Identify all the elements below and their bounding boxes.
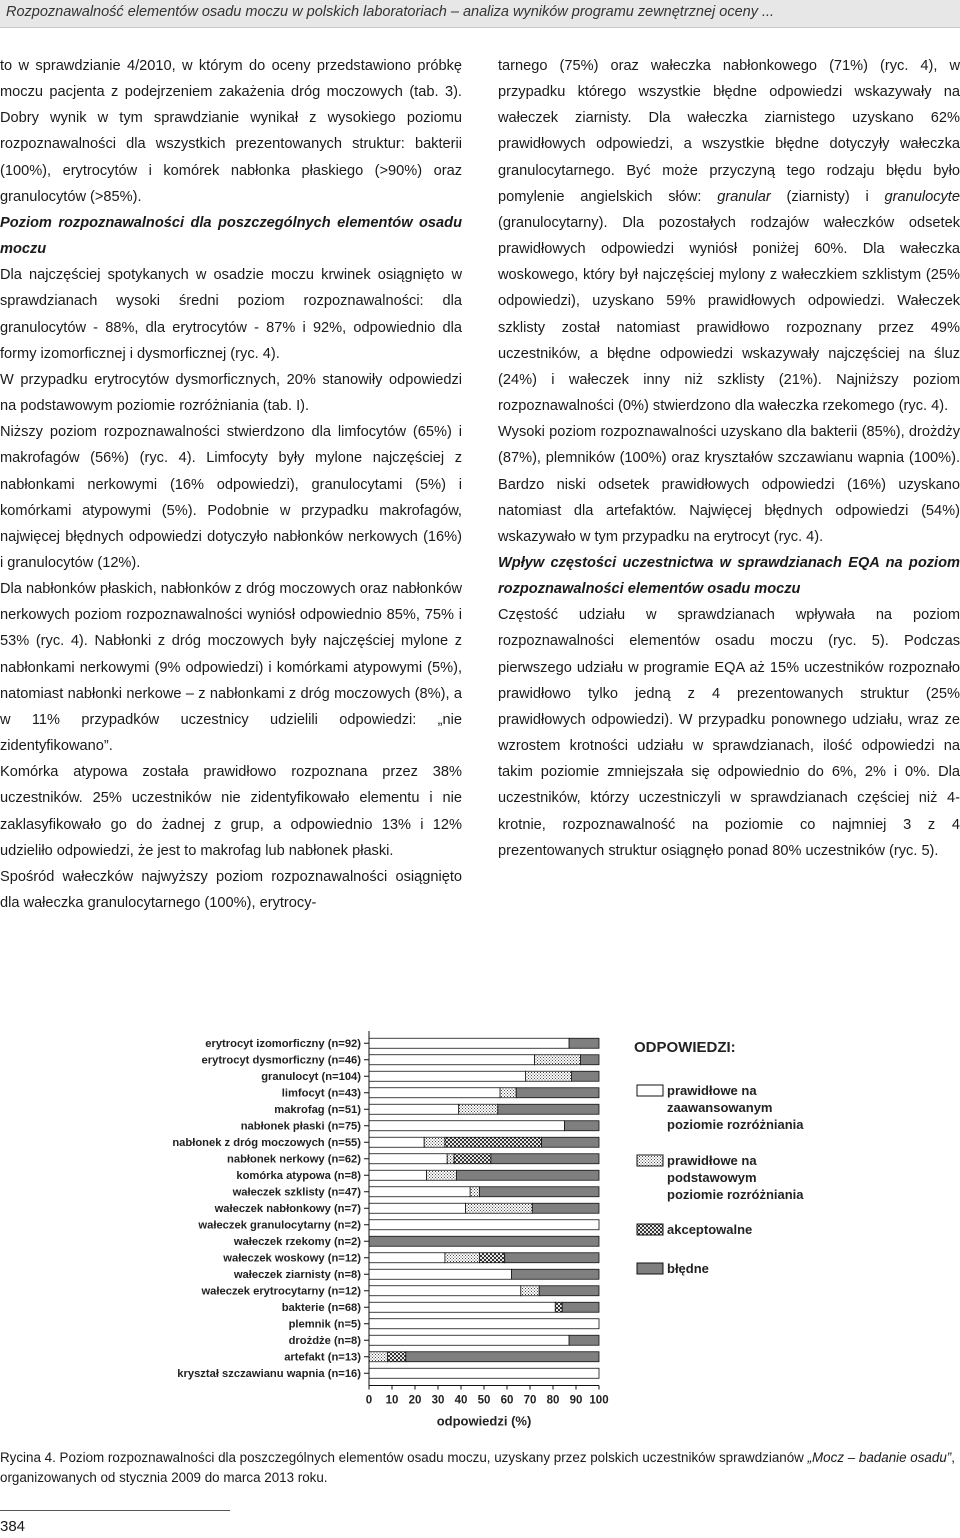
paragraph: Wysoki poziom rozpoznawalności uzyskano dla bakterii (85%), drożdży (87%), plemników (100%) oraz kryształów szczawianu wapnia (100%). Bardzo niski odsetek prawidłowych odpowiedzi (16%) uzyskano natomiast dla artefaktów. Najwięcej błędnych odpowiedzi (54%) wskazywało w tym przypadku na erytrocyt (ryc. 4). (498, 424, 960, 545)
italic-term: granular (717, 188, 771, 205)
left-column (0, 53, 462, 916)
x-tick-label: 20 (408, 1394, 422, 1407)
paragraph: Spośród wałeczków najwyższy poziom rozpoznawalności osiągnięto dla wałeczka granulocytarnego (100%), erytrocy- (0, 868, 462, 911)
bar-segment (369, 1253, 445, 1263)
paragraph: Niższy poziom rozpoznawalności stwierdzono dla limfocytów (65%) i makrofagów (56%) (ryc. 4). Limfocyty były mylone najczęściej z nabłonkami nerkowymi (16% odpowiedzi), granulocytami (5%) i komórkami atypowymi (5%). Podobnie w przypadku makrofagów, najwięcej błędnych odpowiedzi dotyczyło nabłonków nerkowych (16%) i granulocytów (12%). (0, 424, 462, 571)
category-label: wałeczek woskowy (n=12) (223, 1252, 361, 1265)
bar-segment (535, 1055, 581, 1065)
bar-segment (369, 1104, 459, 1114)
bar-segment (512, 1269, 599, 1279)
bar-segment (456, 1170, 599, 1180)
footer-rule (0, 1510, 230, 1511)
bar-segment (470, 1187, 479, 1197)
figure-4-chart (0, 1015, 960, 1435)
bar-segment (555, 1302, 562, 1312)
bar-segment (369, 1121, 565, 1131)
category-label: makrofag (n=51) (274, 1104, 361, 1117)
bar-segment (369, 1154, 447, 1164)
x-tick-label: 40 (454, 1394, 468, 1407)
figure-caption (0, 1448, 960, 1487)
bar-segment (491, 1154, 599, 1164)
legend-label: błędne (667, 1261, 709, 1276)
bar-segment (387, 1352, 405, 1362)
category-label: wałeczek granulocytarny (n=2) (198, 1219, 361, 1232)
legend-label: poziomie rozróżniania (667, 1117, 804, 1132)
bar-segment (565, 1121, 600, 1131)
paragraph: Częstość udziału w sprawdzianach wpływała na poziom rozpoznawalności elementów osadu moczu (ryc. 5). Podczas pierwszego udziału w programie EQA aż 15% uczestników rozpoznało prawidłowo tylko jedną z 4 prezentowanych struktur (25% prawidłowych odpowiedzi). W przypadku ponownego udziału, wraz ze wzrostem krotności udziału w sprawdzianach, ilość odpowiedzi na takim poziomie zmniejszała się odpowiednio do 6%, 2% i 0%. Dla uczestników, którzy uczestniczyli w sprawdzianach częściej niż 4-krotnie, rozpoznawalność na poziomie co najmniej 3 z 4 prezentowanych struktur osiągnęło ponad 80% uczestników (ryc. 5). (498, 607, 960, 859)
bar-segment (498, 1104, 599, 1114)
caption-text: Poziom rozpoznawalności dla poszczególnych elementów osadu moczu, uzyskany przez polskich uczestników sprawdzianów (55, 1450, 808, 1465)
paragraph (498, 53, 960, 419)
x-tick-label: 100 (589, 1394, 609, 1407)
bar-segment (445, 1253, 480, 1263)
bar-segment (525, 1071, 571, 1081)
page-number: 384 (0, 1518, 26, 1535)
legend-title: ODPOWIEDZI: (634, 1039, 736, 1056)
bar-segment (479, 1187, 599, 1197)
paragraph: Komórka atypowa została prawidłowo rozpoznana przez 38% uczestników. 25% uczestników nie zidentyfikowało elementu i nie zaklasyfikowało go do żadnej z grup, a odpowiednio 13% i 12% udzieliło odpowiedzi, że jest to makrofag lub nabłonek płaski. (0, 764, 462, 859)
bar-segment (369, 1038, 569, 1048)
bar-segment (369, 1236, 599, 1246)
italic-term: granulocyte (884, 188, 960, 205)
bar-segment (369, 1055, 535, 1065)
legend-swatch (637, 1085, 663, 1096)
bar-segment (369, 1137, 424, 1147)
bar-segment (445, 1137, 542, 1147)
category-label: nabłonek nerkowy (n=62) (227, 1153, 361, 1166)
paragraph: Dla najczęściej spotykanych w osadzie moczu krwinek osiągnięto w sprawdzianach wysoki średni poziom rozpoznawalności: dla granulocytów - 88%, dla erytrocytów - 87% i 92%, odpowiednio dla formy izomorficznej i dysmorficznej (ryc. 4). (0, 267, 462, 362)
legend-swatch (637, 1263, 663, 1274)
x-tick-label: 80 (546, 1394, 560, 1407)
category-label: wałeczek szklisty (n=47) (232, 1186, 361, 1199)
x-tick-label: 50 (477, 1394, 491, 1407)
bar-segment (369, 1220, 599, 1230)
x-tick-label: 30 (431, 1394, 445, 1407)
bar-segment (369, 1203, 466, 1213)
legend-label: prawidłowe na (667, 1083, 757, 1098)
bar-segment (369, 1269, 512, 1279)
legend-label: podstawowym (667, 1170, 757, 1185)
category-label: komórka atypowa (n=8) (236, 1170, 361, 1183)
bar-segment (369, 1352, 387, 1362)
bar-segment (369, 1319, 599, 1329)
bar-segment (369, 1286, 521, 1296)
text-run: (ziarnisty) i (770, 188, 885, 205)
bar-segment (369, 1170, 427, 1180)
category-label: nabłonek płaski (n=75) (240, 1120, 361, 1133)
x-axis-title: odpowiedzi (%) (436, 1413, 532, 1429)
bar-segment (505, 1253, 599, 1263)
category-label: kryształ szczawianu wapnia (n=16) (177, 1368, 361, 1381)
running-header (0, 0, 960, 28)
paragraph: W przypadku erytrocytów dysmorficznych, 20% stanowiły odpowiedzi na podstawowym poziomie rozróżniania (tab. I). (0, 371, 462, 415)
x-tick-label: 90 (569, 1394, 583, 1407)
bar-segment (466, 1203, 533, 1213)
category-label: plemnik (n=5) (288, 1318, 361, 1331)
category-label: wałeczek ziarnisty (n=8) (233, 1269, 361, 1282)
legend-swatch (637, 1224, 663, 1235)
chart-svg (0, 1015, 960, 1435)
category-label: wałeczek nabłonkowy (n=7) (214, 1203, 361, 1216)
category-label: artefakt (n=13) (284, 1351, 361, 1364)
legend-label: zaawansowanym (667, 1100, 773, 1115)
legend-swatch (637, 1155, 663, 1166)
x-tick-label: 60 (500, 1394, 514, 1407)
bar-segment (569, 1038, 599, 1048)
bar-segment (447, 1154, 454, 1164)
category-label: granulocyt (n=104) (261, 1071, 361, 1084)
text-run: tarnego (75%) oraz wałeczka nabłonkowego (71%) (ryc. 4), w przypadku którego wszystkie błędne odpowiedzi wskazywały na wałeczek ziarnisty. Dla wałeczka ziarnistego uzyskano 62% prawidłowych odpowiedzi, a wszystkie błędne dotyczyły wałeczka granulocytarnego. Być może przyczyną tego rodzaju błędu było pomylenie angielskich słów: (498, 58, 960, 205)
paragraph: Dla nabłonków płaskich, nabłonków z dróg moczowych oraz nabłonków nerkowych poziom rozpoznawalności wyniósł odpowiednio 85%, 75% i 53% (ryc. 4). Nabłonki z dróg moczowych były najczęściej mylone z nabłonkami nerkowymi (9% odpowiedzi) i komórkami atypowymi (5%), natomiast nabłonki nerkowe – z nabłonkami z dróg moczowych (8%), a w 11% przypadków uczestnicy udzielili odpowiedzi: „nie zidentyfikowano”. (0, 581, 462, 755)
bar-segment (581, 1055, 599, 1065)
category-label: drożdże (n=8) (288, 1335, 361, 1348)
bar-segment (479, 1253, 504, 1263)
x-tick-label: 70 (523, 1394, 537, 1407)
bar-segment (369, 1187, 470, 1197)
bar-segment (459, 1104, 498, 1114)
bar-segment (369, 1335, 569, 1345)
legend-label: prawidłowe na (667, 1153, 757, 1168)
bar-segment (516, 1088, 599, 1098)
section-subheading: Poziom rozpoznawalności dla poszczególnych elementów osadu moczu (0, 214, 462, 258)
category-label: wałeczek rzekomy (n=2) (233, 1236, 361, 1249)
category-label: erytrocyt izomorficzny (n=92) (205, 1038, 361, 1051)
bar-segment (571, 1071, 599, 1081)
bar-segment (521, 1286, 539, 1296)
right-column (498, 53, 960, 864)
category-label: nabłonek z dróg moczowych (n=55) (172, 1137, 361, 1150)
category-label: wałeczek erytrocytarny (n=12) (201, 1285, 361, 1298)
bar-segment (369, 1088, 500, 1098)
legend-label: akceptowalne (667, 1222, 753, 1237)
category-label: limfocyt (n=43) (281, 1087, 361, 1100)
bar-segment (424, 1137, 445, 1147)
caption-text-end: , organizowanych od stycznia 2009 do marca 2013 roku. (0, 1450, 955, 1485)
bar-segment (369, 1071, 525, 1081)
running-title: Rozpoznawalność elementów osadu moczu w polskich laboratoriach – analiza wyników programu zewnętrznej oceny ... (6, 4, 775, 20)
section-subheading: Wpływ częstości uczestnictwa w sprawdzianach EQA na poziom rozpoznawalności elementów osadu moczu (498, 554, 960, 598)
bar-segment (369, 1302, 555, 1312)
bar-segment (500, 1088, 516, 1098)
x-tick-label: 0 (365, 1394, 373, 1407)
bar-segment (539, 1286, 599, 1296)
bar-segment (427, 1170, 457, 1180)
category-label: erytrocyt dysmorficzny (n=46) (201, 1054, 361, 1067)
bar-segment (562, 1302, 599, 1312)
bar-segment (542, 1137, 600, 1147)
bar-segment (532, 1203, 599, 1213)
bar-segment (369, 1368, 599, 1378)
caption-label: Rycina 4. (0, 1450, 56, 1465)
caption-italic: „Mocz – badanie osadu” (807, 1450, 952, 1465)
bar-segment (569, 1335, 599, 1345)
paragraph: to w sprawdzianie 4/2010, w którym do oceny przedstawiono próbkę moczu pacjenta z podejrzeniem zakażenia dróg moczowych (tab. 3). Dobry wynik w tym sprawdzianie wynikał z wysokiego poziomu rozpoznawalności dla wszystkich prezentowanych struktur: bakterii (100%), erytrocytów i komórek nabłonka płaskiego (>90%) oraz granulocytów (>85%). (0, 58, 462, 205)
category-label: bakterie (n=68) (281, 1302, 361, 1315)
bar-segment (454, 1154, 491, 1164)
x-tick-label: 10 (385, 1394, 399, 1407)
bar-segment (406, 1352, 599, 1362)
text-run: (granulocytarny). Dla pozostałych rodzajów wałeczków odsetek prawidłowych odpowiedzi wyniósł poniżej 60%. Dla wałeczka woskowego, który był najczęściej mylony z wałeczkiem szklistym (25% odpowiedzi), uzyskano 59% prawidłowych odpowiedzi. Wałeczek szklisty został natomiast prawidłowo rozpoznany przez 49% uczestników, a błędne odpowiedzi wskazywały najczęściej na śluz (24%) i wałeczek inny niż szklisty (21%). Najniższy poziom rozpoznawalności (0%) stwierdzono dla wałeczka rzekomego (ryc. 4). (498, 214, 960, 415)
legend-label: poziomie rozróżniania (667, 1187, 804, 1202)
